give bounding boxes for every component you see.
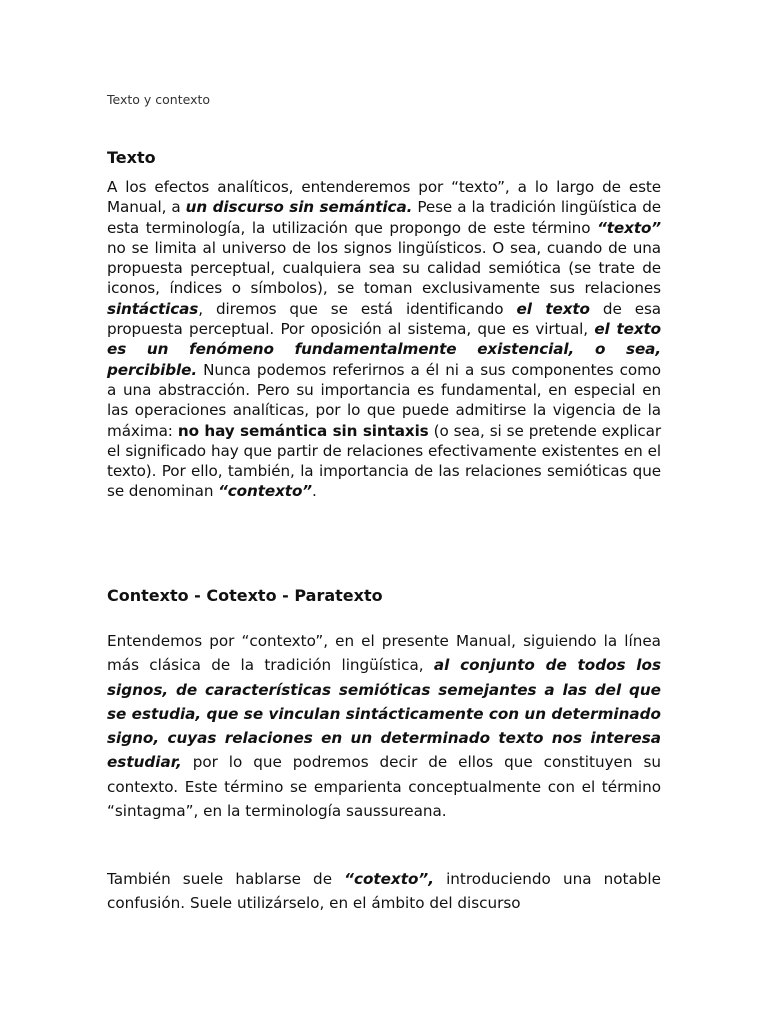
text-run: Entendemos por “contexto”, en el presente Manual, siguiendo la línea más clásica de la tradición lingüística, — [107, 632, 661, 675]
text-run: no se limita al universo de los signos lingüísticos. O sea, cuando de una propuesta perceptual, cualquiera sea su calidad semiótica (se trate de iconos, índices o símbolos), se toman exclusivamente sus relaciones — [107, 238, 661, 298]
emphasized-text: al conjunto de todos los signos, de características semióticas semejantes a las del que se estudia, que se vinculan sintácticamente con un determinado signo, cuyas relaciones en un determinado texto nos interesa estudiar, — [107, 656, 661, 772]
text-run: de esa propuesta perceptual. Por oposición al sistema, que es virtual, — [107, 299, 661, 339]
emphasized-text: “contexto” — [218, 482, 312, 501]
text-run: introduciendo una notable confusión. Suele utilizárselo, en el ámbito del discurso — [107, 870, 661, 913]
paragraph-cotexto — [107, 867, 661, 916]
emphasized-text: un discurso sin semántica. — [185, 198, 413, 217]
section-heading-contexto: Contexto - Cotexto - Paratexto — [107, 586, 383, 605]
document-header: Texto y contexto — [107, 92, 211, 107]
emphasized-text: el texto — [516, 299, 590, 318]
emphasized-text: no hay semántica sin sintaxis — [177, 421, 429, 440]
text-run: A los efectos analíticos, entenderemos por “texto”, a lo largo de este Manual, a — [107, 178, 661, 217]
emphasized-text: “texto” — [597, 218, 661, 237]
text-run: (o sea, si se pretende explicar el significado hay que partir de relaciones efectivamente existentes en el texto). Por ello, también, la importancia de las relaciones semióticas que se denominan — [107, 421, 661, 501]
section-heading-texto: Texto — [107, 148, 156, 167]
emphasized-text: sintácticas — [107, 299, 199, 318]
emphasized-text: el texto es un fenómeno fundamentalmente existencial, o sea, percibible. — [107, 320, 662, 379]
text-run: También suele hablarse de — [107, 870, 345, 888]
text-run: Nunca podemos referirnos a él ni a sus componentes como a una abstracción. Pero su importancia es fundamental, en especial en las operaciones analíticas, por lo que puede admitirse la vigencia de la máxima: — [107, 360, 661, 440]
text-run: por lo que podremos decir de ellos que constituyen su contexto. Este término se emparienta conceptualmente con el término “sintagma”, en la terminología saussureana. — [107, 753, 661, 821]
text-run: . — [311, 482, 317, 501]
paragraph-texto — [107, 177, 661, 502]
paragraph-contexto — [107, 629, 661, 823]
text-run: , diremos que se está identificando — [198, 299, 517, 318]
emphasized-text: “cotexto”, — [344, 870, 434, 888]
text-run: Pese a la tradición lingüística de esta terminología, la utilización que propongo de este término — [107, 198, 661, 237]
